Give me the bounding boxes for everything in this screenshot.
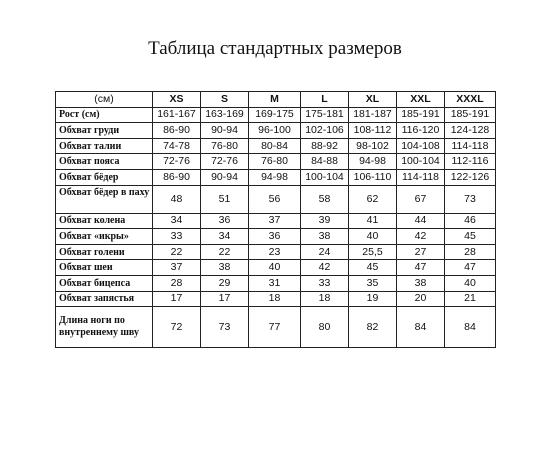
measurement-label: Длина ноги по внутреннему шву	[56, 307, 153, 348]
table-cell: 18	[301, 291, 349, 307]
table-cell: 76-80	[249, 154, 301, 170]
table-cell: 58	[301, 185, 349, 213]
size-table	[55, 91, 496, 348]
table-cell: 62	[349, 185, 397, 213]
table-cell: 47	[397, 260, 445, 276]
table-cell: 94-98	[249, 169, 301, 185]
measurement-label: Обхват груди	[56, 123, 153, 139]
table-cell: 84	[397, 307, 445, 348]
size-header: XXXL	[445, 92, 496, 108]
measurement-label: Обхват бёдер	[56, 169, 153, 185]
table-cell: 46	[445, 213, 496, 229]
table-cell: 25,5	[349, 244, 397, 260]
table-cell: 40	[349, 229, 397, 245]
table-row	[56, 213, 496, 229]
table-cell: 42	[301, 260, 349, 276]
measurement-label: Рост (см)	[56, 107, 153, 123]
table-cell: 17	[201, 291, 249, 307]
table-cell: 20	[397, 291, 445, 307]
table-cell: 37	[153, 260, 201, 276]
table-cell: 28	[445, 244, 496, 260]
table-row	[56, 291, 496, 307]
table-cell: 77	[249, 307, 301, 348]
table-cell: 31	[249, 275, 301, 291]
table-row	[56, 260, 496, 276]
table-cell: 94-98	[349, 154, 397, 170]
measurement-label: Обхват «икры»	[56, 229, 153, 245]
table-cell: 51	[201, 185, 249, 213]
measurement-label: Обхват бёдер в паху	[56, 185, 153, 213]
measurement-label: Обхват шеи	[56, 260, 153, 276]
table-cell: 98-102	[349, 138, 397, 154]
table-cell: 24	[301, 244, 349, 260]
table-cell: 34	[153, 213, 201, 229]
table-cell: 40	[249, 260, 301, 276]
table-cell: 90-94	[201, 123, 249, 139]
table-cell: 38	[301, 229, 349, 245]
table-cell: 84-88	[301, 154, 349, 170]
table-cell: 72-76	[201, 154, 249, 170]
size-header: L	[301, 92, 349, 108]
table-cell: 163-169	[201, 107, 249, 123]
table-cell: 161-167	[153, 107, 201, 123]
table-cell: 80-84	[249, 138, 301, 154]
table-cell: 45	[349, 260, 397, 276]
page-title: Таблица стандартных размеров	[148, 38, 402, 59]
table-cell: 22	[153, 244, 201, 260]
table-cell: 73	[445, 185, 496, 213]
measurement-label: Обхват талии	[56, 138, 153, 154]
table-cell: 169-175	[249, 107, 301, 123]
measurement-label: Обхват бицепса	[56, 275, 153, 291]
table-cell: 74-78	[153, 138, 201, 154]
table-cell: 185-191	[445, 107, 496, 123]
size-table-body	[56, 107, 496, 348]
table-row	[56, 169, 496, 185]
table-cell: 80	[301, 307, 349, 348]
table-cell: 17	[153, 291, 201, 307]
size-header: XL	[349, 92, 397, 108]
measurement-label: Обхват пояса	[56, 154, 153, 170]
table-cell: 39	[301, 213, 349, 229]
table-cell: 185-191	[397, 107, 445, 123]
table-row	[56, 123, 496, 139]
table-cell: 28	[153, 275, 201, 291]
table-cell: 72-76	[153, 154, 201, 170]
table-row	[56, 154, 496, 170]
table-cell: 114-118	[445, 138, 496, 154]
table-cell: 90-94	[201, 169, 249, 185]
table-cell: 116-120	[397, 123, 445, 139]
table-cell: 104-108	[397, 138, 445, 154]
table-cell: 44	[397, 213, 445, 229]
table-cell: 48	[153, 185, 201, 213]
table-cell: 122-126	[445, 169, 496, 185]
table-cell: 124-128	[445, 123, 496, 139]
table-cell: 35	[349, 275, 397, 291]
table-cell: 29	[201, 275, 249, 291]
table-cell: 19	[349, 291, 397, 307]
table-cell: 106-110	[349, 169, 397, 185]
table-cell: 100-104	[397, 154, 445, 170]
table-row	[56, 229, 496, 245]
measurement-label: Обхват голени	[56, 244, 153, 260]
table-cell: 34	[201, 229, 249, 245]
table-cell: 96-100	[249, 123, 301, 139]
measurement-label: Обхват запястья	[56, 291, 153, 307]
size-header: XXL	[397, 92, 445, 108]
table-row	[56, 275, 496, 291]
table-cell: 108-112	[349, 123, 397, 139]
table-cell: 56	[249, 185, 301, 213]
table-cell: 22	[201, 244, 249, 260]
table-row	[56, 244, 496, 260]
table-cell: 38	[201, 260, 249, 276]
table-cell: 27	[397, 244, 445, 260]
table-cell: 86-90	[153, 123, 201, 139]
measurement-label: Обхват колена	[56, 213, 153, 229]
table-cell: 86-90	[153, 169, 201, 185]
table-cell: 38	[397, 275, 445, 291]
table-cell: 36	[249, 229, 301, 245]
table-cell: 84	[445, 307, 496, 348]
table-cell: 88-92	[301, 138, 349, 154]
table-row	[56, 138, 496, 154]
table-row	[56, 185, 496, 213]
table-cell: 42	[397, 229, 445, 245]
table-cell: 33	[301, 275, 349, 291]
unit-header: (см)	[56, 92, 153, 108]
size-header: M	[249, 92, 301, 108]
size-header: S	[201, 92, 249, 108]
table-cell: 47	[445, 260, 496, 276]
header-row	[56, 92, 496, 108]
table-row	[56, 307, 496, 348]
table-cell: 40	[445, 275, 496, 291]
table-cell: 82	[349, 307, 397, 348]
table-cell: 72	[153, 307, 201, 348]
table-cell: 114-118	[397, 169, 445, 185]
table-cell: 100-104	[301, 169, 349, 185]
table-cell: 102-106	[301, 123, 349, 139]
table-cell: 67	[397, 185, 445, 213]
table-cell: 18	[249, 291, 301, 307]
table-cell: 73	[201, 307, 249, 348]
table-cell: 175-181	[301, 107, 349, 123]
table-cell: 37	[249, 213, 301, 229]
table-cell: 33	[153, 229, 201, 245]
table-cell: 23	[249, 244, 301, 260]
table-cell: 21	[445, 291, 496, 307]
table-cell: 112-116	[445, 154, 496, 170]
table-row	[56, 107, 496, 123]
table-cell: 45	[445, 229, 496, 245]
table-cell: 41	[349, 213, 397, 229]
table-cell: 36	[201, 213, 249, 229]
table-cell: 76-80	[201, 138, 249, 154]
size-header: XS	[153, 92, 201, 108]
table-cell: 181-187	[349, 107, 397, 123]
